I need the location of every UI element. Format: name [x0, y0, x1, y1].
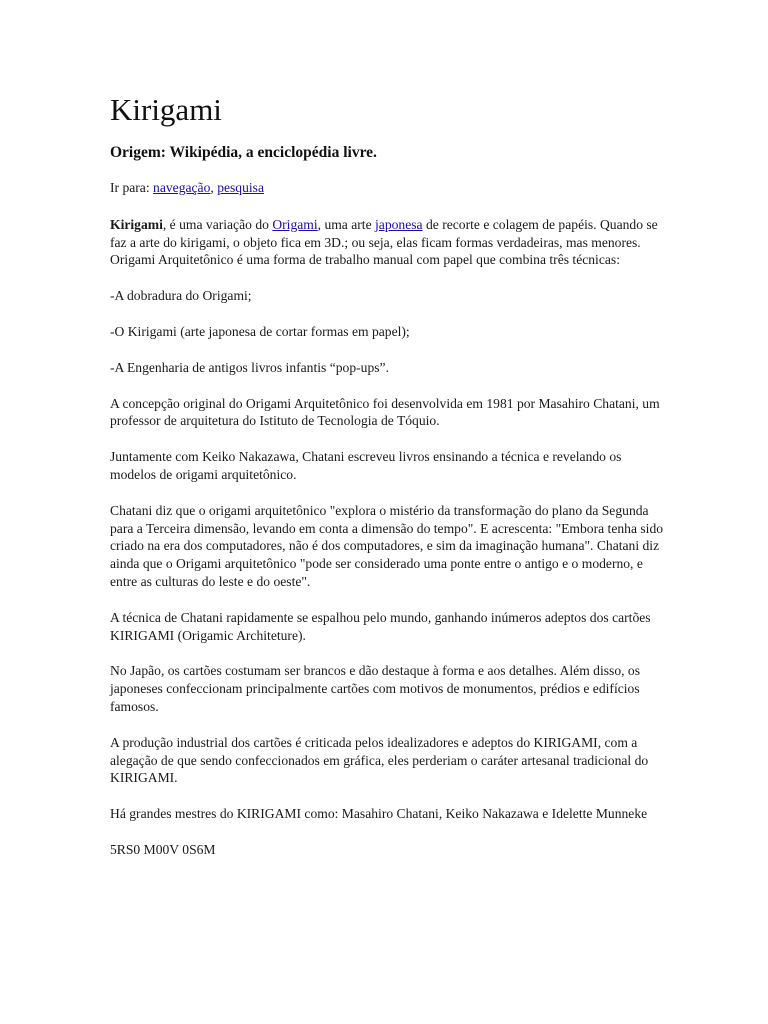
search-link[interactable]: pesquisa — [217, 180, 265, 195]
jump-to-line — [110, 179, 666, 197]
origami-link[interactable]: Origami — [272, 216, 318, 232]
japonesa-link[interactable]: japonesa — [375, 216, 423, 232]
paragraph-books: Juntamente com Keiko Nakazawa, Chatani escreveu livros ensinando a técnica e revelando os modelos de origami arquitetônico. — [110, 449, 622, 482]
paragraph-quote: Chatani diz que o origami arquitetônico "explora o mistério da transformação do plano da Segunda para a Terceira dimensão, levando em conta a dimensão do tempo". E acrescenta: "Embora tenha sido criado na era dos computadores, não é dos computadores, e sim da imaginação humana". Chatani diz ainda que o Origami arquitetônico "pode ser considerado uma ponte entre o antigo e o moderno, e entre as culturas do leste e do oeste". — [110, 502, 664, 589]
paragraph-japan: No Japão, os cartões costumam ser brancos e dão destaque à forma e aos detalhes. Além disso, os japoneses confeccionam principalmente cartões com motivos de monumentos, prédios e edifícios famosos. — [110, 663, 641, 714]
paragraph-industrial: A produção industrial dos cartões é criticada pelos idealizadores e adeptos do KIRIGAMI, com a alegação de que sendo confeccionados em gráfica, eles perderiam o caráter artesanal tradicional do KIRIGAMI. — [110, 734, 649, 786]
intro-paragraph — [110, 216, 666, 269]
document-page — [110, 92, 666, 877]
jump-separator: , — [210, 180, 218, 195]
intro-term: Kirigami — [110, 216, 163, 232]
intro-text-3: de recorte e colagem de papéis. Quando se faz a arte do kirigami, o objeto fica em 3D.; ou seja, elas ficam formas verdadeiras, mas menores. Origami Arquitetônico é uma forma de trabalho manual com papel que combina três técnicas: — [110, 216, 658, 268]
page-subtitle: Origem: Wikipédia, a enciclopédia livre. — [110, 144, 377, 161]
technique-item: -O Kirigami (arte japonesa de cortar formas em papel); — [110, 323, 410, 339]
navigation-link[interactable]: navegação — [153, 180, 211, 195]
paragraph-origin: A concepção original do Origami Arquitetônico foi desenvolvida em 1981 por Masahiro Chatani, um professor de arquitetura do Istituto de Tecnologia de Tóquio. — [110, 395, 660, 429]
technique-item: -A dobradura do Origami; — [110, 288, 252, 304]
intro-text-2: , uma arte — [317, 216, 376, 232]
intro-text-1: , é uma variação do — [162, 216, 273, 232]
paragraph-spread: A técnica de Chatani rapidamente se espalhou pelo mundo, ganhando inúmeros adeptos dos cartões KIRIGAMI (Origamic Architeture). — [110, 609, 651, 643]
jump-prefix: Ir para: — [110, 180, 154, 195]
page-title: Kirigami — [110, 92, 222, 127]
paragraph-masters: Há grandes mestres do KIRIGAMI como: Masahiro Chatani, Keiko Nakazawa e Idelette Munneke — [110, 806, 648, 822]
technique-item: -A Engenharia de antigos livros infantis “pop-ups”. — [110, 359, 389, 375]
footer-code: 5RS0 M00V 0S6M — [110, 841, 216, 857]
